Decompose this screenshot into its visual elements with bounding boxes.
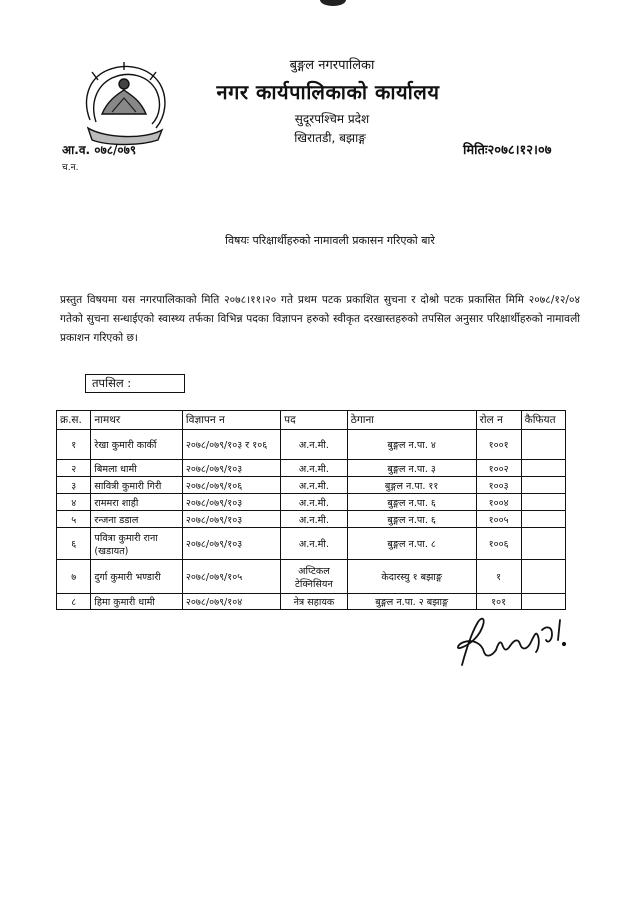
cell-post: अ.न.मी. — [281, 511, 348, 528]
cell-remarks — [521, 528, 565, 560]
cell-remarks — [521, 594, 565, 610]
cell-advertisement: २०७८/०७९/१०५ — [182, 560, 280, 594]
table-row — [57, 594, 566, 610]
cell-remarks — [521, 511, 565, 528]
table-row — [57, 477, 566, 494]
cell-name: राममरा शाही — [91, 494, 183, 511]
cell-advertisement: २०७८/०७९/१०३ — [182, 528, 280, 560]
cell-roll: १००१ — [476, 430, 521, 460]
table-row — [57, 460, 566, 477]
cell-sn: २ — [57, 460, 91, 477]
office-address: खिरातडी, बझाङ्ग — [294, 131, 366, 145]
cell-sn: ८ — [57, 594, 91, 610]
cell-sn: ३ — [57, 477, 91, 494]
cell-address: बुङ्गल न.पा. ४ — [347, 430, 476, 460]
cell-sn: ५ — [57, 511, 91, 528]
cell-address: केदारस्यु १ बझाङ्ग — [347, 560, 476, 594]
candidate-table — [56, 410, 566, 610]
cell-advertisement: २०७८/०७९/१०३ — [182, 494, 280, 511]
cell-address: बुङ्गल न.पा. ३ — [347, 460, 476, 477]
cell-roll: १ — [476, 560, 521, 594]
table-row — [57, 511, 566, 528]
cell-address: बुङ्गल न.पा. ६ — [347, 511, 476, 528]
cell-roll: १००६ — [476, 528, 521, 560]
letter-subject: विषयः परिक्षार्थीहरुको नामावली प्रकासन गरिएको बारे — [225, 234, 435, 247]
cell-sn: ७ — [57, 560, 91, 594]
letter-body: प्रस्तुत विषयमा यस नगरपालिकाको मिति २०७८।११।२० गते प्रथम पटक प्रकाशित सुचना र दोश्रो पटक प्रकासित मिमि २०७८/१२/०४ गतेको सुचना सन्धाईएको स्वास्थ्य तर्फका विभिन्न पदका विज्ञापन हरुको स्वीकृत दरखास्तहरुको तपसिल अनुसार परिक्षार्थीहरुको नामावली प्रकाशन गरिएको छ। — [60, 294, 580, 344]
header-name: नामथर — [91, 411, 183, 430]
cell-address: बुङ्गल न.पा. ६ — [347, 494, 476, 511]
cell-address: बुङ्गल न.पा. २ बझाङ्ग — [347, 594, 476, 610]
cell-post: अ.न.मी. — [281, 528, 348, 560]
cell-sn: ४ — [57, 494, 91, 511]
cell-sn: १ — [57, 430, 91, 460]
cell-advertisement: २०७८/०७९/१०३ — [182, 460, 280, 477]
table-row — [57, 430, 566, 460]
cell-address: बुङ्गल न.पा. ८ — [347, 528, 476, 560]
page-top-mark — [320, 0, 346, 6]
nepal-emblem-icon — [78, 60, 170, 148]
fiscal-year: आ.व. ०७८/०७९ — [62, 143, 137, 157]
table-row — [57, 494, 566, 511]
cell-post: अ.न.मी. — [281, 430, 348, 460]
letter-date: मितिः२०७८।१२।०७ — [463, 143, 552, 158]
cell-post: अ.न.मी. — [281, 494, 348, 511]
table-row — [57, 560, 566, 594]
cell-remarks — [521, 494, 565, 511]
reference-number: च.न. — [62, 163, 79, 173]
cell-post: नेत्र सहायक — [281, 594, 348, 610]
cell-advertisement: २०७८/०७९/१०३ — [182, 511, 280, 528]
cell-remarks — [521, 460, 565, 477]
header-roll: रोल न — [476, 411, 521, 430]
cell-name: सावित्री कुमारी गिरी — [91, 477, 183, 494]
cell-post: अ.न.मी. — [281, 477, 348, 494]
tapsil-label: तपसिल : — [85, 374, 185, 393]
cell-name: पवित्रा कुमारी राना (खडायत) — [91, 528, 183, 560]
cell-remarks — [521, 477, 565, 494]
cell-post: अ.न.मी. — [281, 460, 348, 477]
header-post: पद — [281, 411, 348, 430]
cell-sn: ६ — [57, 528, 91, 560]
table-header-row — [57, 411, 566, 430]
cell-roll: १००२ — [476, 460, 521, 477]
municipality-name: बुङ्गल नगरपालिका — [289, 58, 375, 73]
cell-remarks — [521, 560, 565, 594]
cell-name: बिमला धामी — [91, 460, 183, 477]
cell-advertisement: २०७८/०७९/१०४ — [182, 594, 280, 610]
header-remarks: कैफियत — [521, 411, 565, 430]
cell-roll: १००३ — [476, 477, 521, 494]
handwritten-signature — [452, 610, 577, 672]
cell-address: बुङ्गल न.पा. ११ — [347, 477, 476, 494]
cell-remarks — [521, 430, 565, 460]
cell-roll: १००५ — [476, 511, 521, 528]
header-advertisement: विज्ञापन न — [182, 411, 280, 430]
header-address: ठेगाना — [347, 411, 476, 430]
table-row — [57, 528, 566, 560]
cell-name: रन्जना डडाल — [91, 511, 183, 528]
cell-name: रेखा कुमारी कार्की — [91, 430, 183, 460]
cell-advertisement: २०७८/०७९/१०६ — [182, 477, 280, 494]
cell-roll: १०१ — [476, 594, 521, 610]
header-sn: क्र.स. — [57, 411, 91, 430]
cell-name: हिमा कुमारी धामी — [91, 594, 183, 610]
cell-name: दुर्गा कुमारी भण्डारी — [91, 560, 183, 594]
office-title: नगर कार्यपालिकाको कार्यालय — [216, 80, 440, 104]
cell-roll: १००४ — [476, 494, 521, 511]
cell-post: अप्टिकल टेक्निसियन — [281, 560, 348, 594]
cell-advertisement: २०७८/०७९/१०३ र १०६ — [182, 430, 280, 460]
province-name: सुदूरपश्चिम प्रदेश — [294, 112, 370, 126]
